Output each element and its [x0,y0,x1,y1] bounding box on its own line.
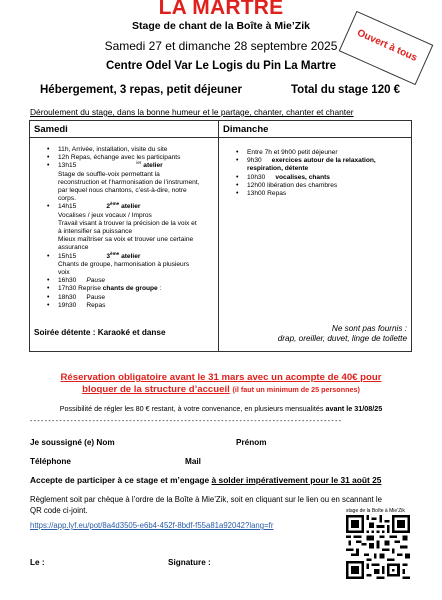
event-venue: Centre Odel Var Le Logis du Pin La Martre [105,60,337,72]
open-to-all-stamp: Ouvert à tous [339,11,434,85]
instalments-note: Possibilité de régler les 80 € restant, à votre convenance, en plusieurs mensualités avant le 31/08/25 [59,404,383,413]
sunday-schedule [233,149,405,198]
page-subtitle: Stage de chant de la Boîte à Mie’Zik [132,20,310,32]
event-dates: Samedi 27 et dimanche 28 septembre 2025 [104,39,338,53]
list-item: assurance [58,244,89,252]
list-item: • 17h30 Reprise chants de groupe : [44,285,214,293]
saturday-column [30,121,219,351]
qr-code-icon[interactable] [346,515,410,579]
list-item: Stage de souffle-voix permettant la [58,170,160,178]
list-item: voix [58,269,70,277]
list-item: Chants de groupe, harmonisation à plusieurs [58,260,190,268]
first-name-field-label: Prénom [236,438,267,447]
page-title: LA MARTRE [158,0,284,19]
programme-table [29,120,412,352]
lodging-info: Hébergement, 3 repas, petit déjeuner [40,84,242,96]
separator-line: - - - - - - - - - - - - - - - - - - - - - - - - - - - - - - - - - - - - - - - - - - - - - - - - - - - - - - - - - - - - - - - - - - - - - - - - - - - - - - - - - - - - - [30,418,341,425]
payment-link[interactable]: https://app.lyf.eu/pot/8a4d3505-e6b4-452f-8bdf-f55a81a92042?lang=fr [30,521,274,530]
list-item: • 12h00 libération des chambres [233,182,405,190]
list-item: • 10h30 vocalises, chants [233,174,405,182]
list-item: • 18h30 Pause [44,294,214,302]
list-item: • Entre 7h et 9h00 petit déjeuner [233,149,405,157]
list-item: Mieux maîtriser sa voix et trouver une certaine [58,236,194,244]
saturday-schedule [44,146,214,310]
list-item: reconstruction et l’harmonisation de l’instrument, [58,178,200,186]
total-price: Total du stage 120 € [291,84,401,96]
list-item: • 16h30 Pause [44,277,214,285]
list-item: Vocalises / jeux vocaux / Impros [58,211,152,219]
list-item: respiration, détente [247,165,309,173]
payment-instructions: Règlement soit par chèque à l’ordre de la Boîte à Mie’Zik, soit en cliquant sur le lien ou en scannant le QR code ci-joint. [30,495,382,515]
list-item: • 15h15 3ème atelier [44,253,214,261]
list-item: corps. [58,195,76,203]
reservation-notice: Réservation obligatoire avant le 31 mars avec un acompte de 40€ pour bloquer de la structure d’accueil (il faut un minimum de 25 personnes) [60,372,382,395]
list-item: • 9h30 exercices autour de la relaxation, [233,157,405,165]
list-item: • 13h15 $^{ier}$ atelier [44,162,214,170]
mail-field-label: Mail [185,457,201,466]
list-item: Travail visant à trouver la précision de la voix et [58,219,197,227]
list-item: • 19h30 Repas [44,302,214,310]
commitment-text: Accepte de participer à ce stage et m’engage à solder impérativement pour le 31 août 25 [30,475,382,485]
phone-field-label: Téléphone [30,457,71,466]
place-field-label: Le : [30,558,45,567]
list-item: • 11h, Arrivée, installation, visite du site [44,146,214,154]
evening-activity: Soirée détente : Karaoké et danse [34,328,166,337]
list-item: • 14h15 2ème atelier [44,203,214,211]
saturday-heading: Samedi [30,121,218,138]
not-provided-note: Ne sont pas fournis : drap, oreiller, duvet, linge de toilette [277,324,407,343]
list-item: par lequel nous chantons, c’est-à-dire, notre [58,187,187,195]
qr-caption: stage de la Boîte à Mie’Zik [346,508,405,514]
sunday-column [219,121,411,351]
list-item: • 12h Repas, échange avec les participants [44,154,214,162]
programme-intro: Déroulement du stage, dans la bonne humeur et le partage, chanter, chanter et chanter [30,107,354,117]
list-item: à intensifier sa puissance [58,228,133,236]
sunday-heading: Dimanche [219,121,411,138]
name-field-label: Je soussigné (e) Nom [30,438,115,447]
signature-field-label: Signature : [168,558,211,567]
list-item: • 13h00 Repas [233,190,405,198]
